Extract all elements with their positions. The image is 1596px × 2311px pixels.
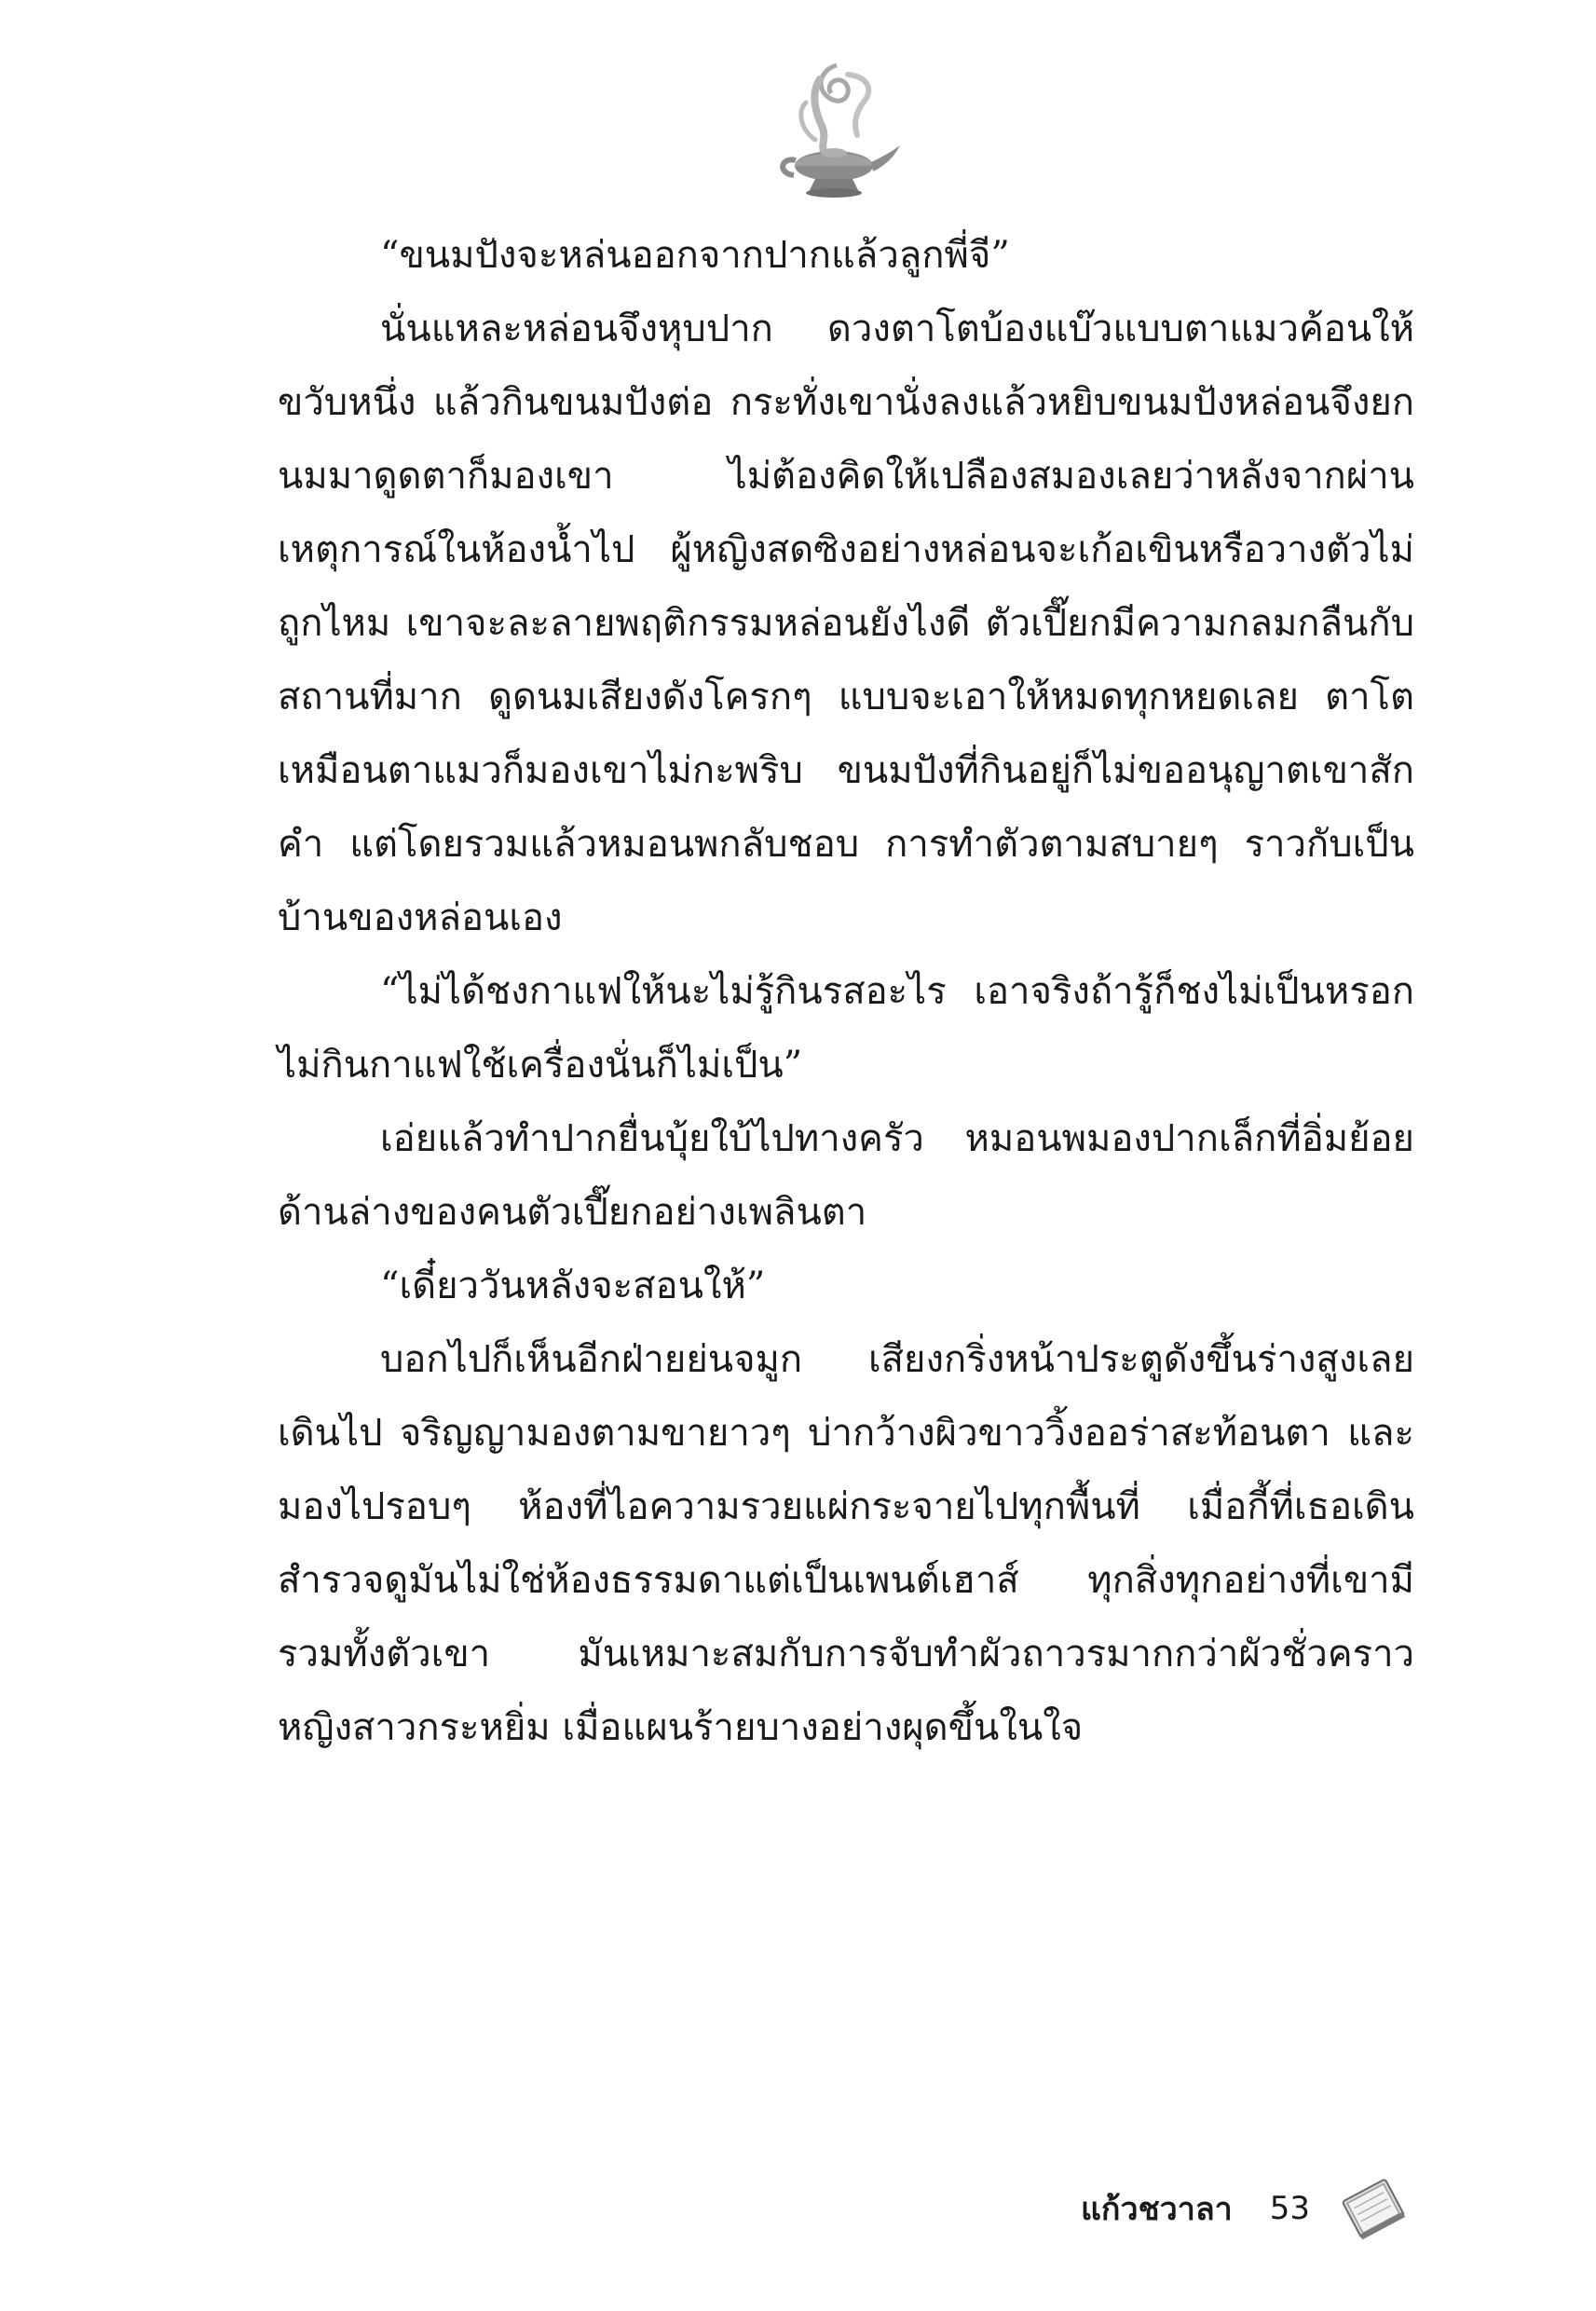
- book-title: แก้วชวาลา: [1081, 2191, 1233, 2228]
- paragraph: “ไม่ได้ชงกาแฟให้นะไม่รู้กินรสอะไร เอาจริงถ้ารู้ก็ชงไม่เป็นหรอก ไม่กินกาแฟใช้เครื่องนั่นก็ไม่เป็น”: [278, 970, 1414, 1087]
- magic-lamp-ornament-icon: [764, 56, 904, 205]
- paragraph: “เดี๋ยววันหลังจะสอนให้”: [380, 1265, 766, 1307]
- book-icon: [1336, 2171, 1411, 2246]
- paragraph: “ขนมปังจะหล่นออกจากปากแล้วลูกพี่จี”: [380, 234, 1010, 277]
- paragraph: บอกไปก็เห็นอีกฝ่ายย่นจมูก เสียงกริ่งหน้าประตูดังขึ้นร่างสูงเลยเดินไป จริญญามองตามขายาวๆ บ่ากว้างผิวขาววิ้งออร่าสะท้อนตา และมองไปรอบๆ ห้องที่ไอความรวยแผ่กระจายไปทุกพื้นที่ เมื่อกี้ที่เธอเดินสำรวจดูมันไม่ใช่ห้องธรรมดาแต่เป็นเพนต์เฮาส์ ทุกสิ่งทุกอย่างที่เขามีรวมทั้งตัวเขา มันเหมาะสมกับการจับทำผัวถาวรมากกว่าผัวชั่วคราว หญิงสาวกระหยิ่ม เมื่อแผนร้ายบางอย่างผุดขึ้นในใจ: [278, 1338, 1414, 1749]
- body-text: [278, 219, 1414, 1765]
- page-number: 53: [1269, 2190, 1311, 2227]
- page-footer: [1081, 2176, 1411, 2241]
- paragraph: เอ่ยแล้วทำปากยื่นบุ้ยใบ้ไปทางครัว หมอนพมองปากเล็กที่อิ่มย้อยด้านล่างของคนตัวเปี๊ยกอย่างเพลินตา: [278, 1117, 1414, 1234]
- paragraph: นั่นแหละหล่อนจึงหุบปาก ดวงตาโตบ้องแบ๊วแบบตาแมวค้อนให้ขวับหนึ่ง แล้วกินขนมปังต่อ กระทั่งเขานั่งลงแล้วหยิบขนมปังหล่อนจึงยกนมมาดูดตาก็มองเขา ไม่ต้องคิดให้เปลืองสมองเลยว่าหลังจากผ่านเหตุการณ์ในห้องน้ำไป ผู้หญิงสดซิงอย่างหล่อนจะเก้อเขินหรือวางตัวไม่ถูกไหม เขาจะละลายพฤติกรรมหล่อนยังไงดี ตัวเปี๊ยกมีความกลมกลืนกับสถานที่มาก ดูดนมเสียงดังโครกๆ แบบจะเอาให้หมดทุกหยดเลย ตาโตเหมือนตาแมวก็มองเขาไม่กะพริบ ขนมปังที่กินอยู่ก็ไม่ขออนุญาตเขาสักคำ แต่โดยรวมแล้วหมอนพกลับชอบ การทำตัวตามสบายๆ ราวกับเป็นบ้านของหล่อนเอง: [278, 308, 1414, 939]
